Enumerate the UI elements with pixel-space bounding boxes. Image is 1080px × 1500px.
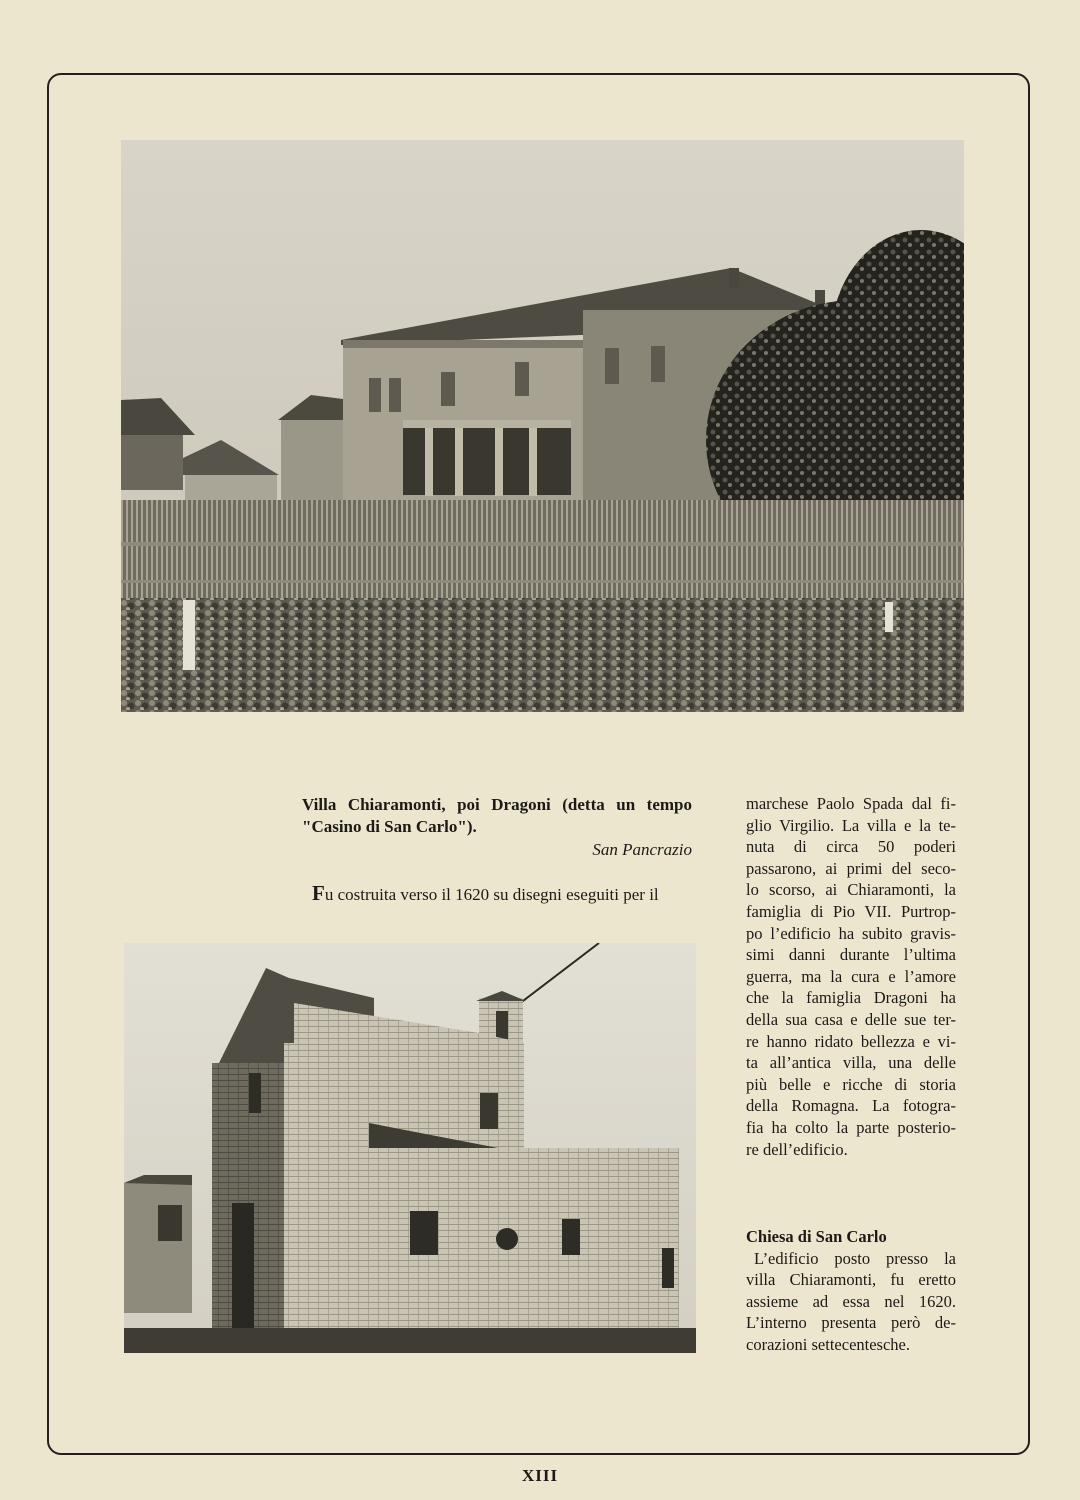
text-line: villa Chiaramonti, fu eretto xyxy=(746,1270,956,1290)
drop-cap: F xyxy=(312,881,325,905)
villa-text-column xyxy=(746,793,956,1160)
text-line: fia ha colto la parte posterio- xyxy=(746,1117,956,1137)
text-line: simi danni durante l’ultima xyxy=(746,945,956,965)
text-line: assieme ad essa nel 1620. xyxy=(746,1291,956,1311)
caption-title: Villa Chiaramonti, poi Dragoni (detta un tempo "Casino di San Carlo"). xyxy=(302,795,692,836)
text-line: più belle e ricche di storia xyxy=(746,1074,956,1094)
text-line: L’edificio posto presso la xyxy=(754,1248,956,1268)
church-text-column xyxy=(746,1226,956,1356)
text-line: che la famiglia Dragoni ha xyxy=(746,988,956,1008)
text-line: po l’edificio ha subito gravis- xyxy=(746,923,956,943)
caption-place: San Pancrazio xyxy=(592,840,692,859)
text-line: L’interno presenta però de- xyxy=(746,1313,956,1333)
text-line: glio Virgilio. La villa e la te- xyxy=(746,815,956,835)
church-photo xyxy=(124,943,696,1353)
text-line: corazioni settecentesche. xyxy=(746,1334,910,1354)
text-line: re dell’edificio. xyxy=(746,1139,848,1159)
first-line-text: u costruita verso il 1620 su disegni eseguiti per il xyxy=(324,885,659,904)
text-line: lo scorso, ai Chiaramonti, la xyxy=(746,880,956,900)
text-line: re hanno ridato bellezza e vi- xyxy=(746,1031,956,1051)
text-line: della sua casa e delle sue ter- xyxy=(746,1009,956,1029)
villa-photo xyxy=(121,140,964,712)
church-title: Chiesa di San Carlo xyxy=(746,1227,887,1246)
text-line: famiglia di Pio VII. Purtrop- xyxy=(746,901,956,921)
text-line: marchese Paolo Spada dal fi- xyxy=(746,794,956,813)
body-first-line xyxy=(312,882,692,906)
page-number: XIII xyxy=(521,1466,559,1485)
text-line: nuta di circa 50 poderi xyxy=(746,837,956,857)
villa-caption xyxy=(302,794,692,861)
text-line: passarono, ai primi del seco- xyxy=(746,858,956,878)
text-line: ta all’antica villa, una delle xyxy=(746,1053,956,1073)
text-line: della Romagna. La fotogra- xyxy=(746,1096,956,1116)
text-line: guerra, ma la cura e l’amore xyxy=(746,966,956,986)
